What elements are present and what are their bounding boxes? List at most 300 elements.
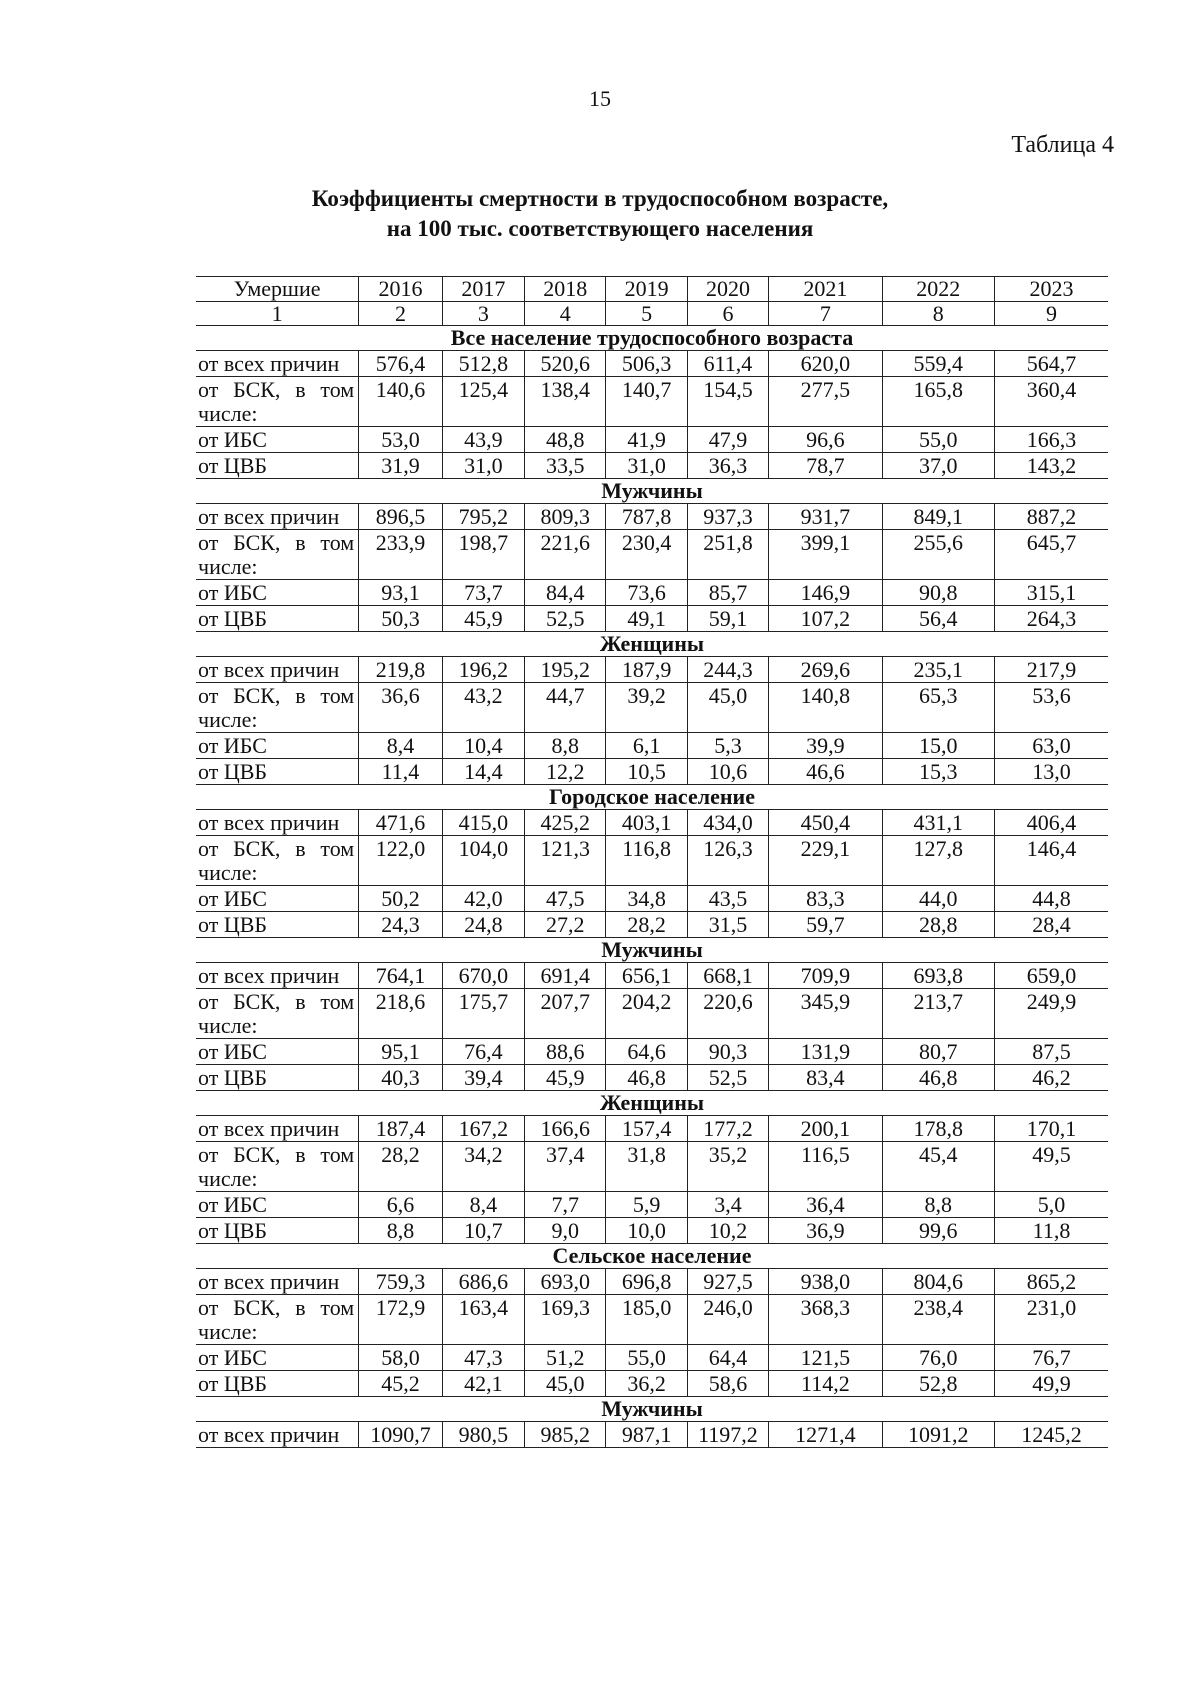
table-row xyxy=(196,1295,1108,1345)
table-row xyxy=(196,453,1108,479)
data-cell: 204,2 xyxy=(606,989,687,1039)
data-cell: 450,4 xyxy=(769,810,882,836)
table-title-line-2: на 100 тыс. соответствующего населения xyxy=(386,216,814,241)
data-cell: 49,5 xyxy=(994,1142,1108,1192)
data-cell: 1090,7 xyxy=(359,1422,442,1448)
data-cell: 167,2 xyxy=(442,1116,524,1142)
data-cell: 65,3 xyxy=(882,683,994,733)
data-cell: 709,9 xyxy=(769,963,882,989)
column-index: 3 xyxy=(442,302,524,326)
data-cell: 31,5 xyxy=(687,912,768,938)
page-number: 15 xyxy=(589,86,611,111)
data-cell: 7,7 xyxy=(525,1192,606,1218)
data-cell: 143,2 xyxy=(994,453,1108,479)
data-cell: 45,0 xyxy=(687,683,768,733)
data-cell: 13,0 xyxy=(994,759,1108,785)
data-cell: 506,3 xyxy=(606,351,687,377)
table-row xyxy=(196,1192,1108,1218)
data-cell: 360,4 xyxy=(994,377,1108,427)
data-cell: 154,5 xyxy=(687,377,768,427)
data-cell: 46,6 xyxy=(769,759,882,785)
data-cell: 849,1 xyxy=(882,504,994,530)
data-cell: 76,4 xyxy=(442,1039,524,1065)
row-label: от ЦВБ xyxy=(196,606,359,632)
data-cell: 11,4 xyxy=(359,759,442,785)
data-cell: 187,9 xyxy=(606,657,687,683)
data-cell: 198,7 xyxy=(442,530,524,580)
data-cell: 425,2 xyxy=(525,810,606,836)
data-cell: 121,3 xyxy=(525,836,606,886)
column-index: 1 xyxy=(196,302,359,326)
data-cell: 42,0 xyxy=(442,886,524,912)
data-cell: 10,7 xyxy=(442,1218,524,1244)
data-cell: 166,3 xyxy=(994,427,1108,453)
data-cell: 213,7 xyxy=(882,989,994,1039)
data-cell: 31,0 xyxy=(442,453,524,479)
section-title: Сельское население xyxy=(196,1244,1108,1269)
table-title-line-1: Коэффициенты смертности в трудоспособном возрасте, xyxy=(311,186,889,211)
data-cell: 131,9 xyxy=(769,1039,882,1065)
row-label: от БСК, в том числе: xyxy=(196,989,359,1039)
data-cell: 434,0 xyxy=(687,810,768,836)
data-cell: 1091,2 xyxy=(882,1422,994,1448)
data-cell: 39,4 xyxy=(442,1065,524,1091)
data-cell: 8,4 xyxy=(442,1192,524,1218)
data-cell: 471,6 xyxy=(359,810,442,836)
data-cell: 31,0 xyxy=(606,453,687,479)
row-label: от БСК, в том числе: xyxy=(196,1142,359,1192)
data-cell: 170,1 xyxy=(994,1116,1108,1142)
data-cell: 927,5 xyxy=(687,1269,768,1295)
data-cell: 96,6 xyxy=(769,427,882,453)
data-cell: 1197,2 xyxy=(687,1422,768,1448)
table-row xyxy=(196,912,1108,938)
data-cell: 45,4 xyxy=(882,1142,994,1192)
data-cell: 809,3 xyxy=(525,504,606,530)
data-cell: 3,4 xyxy=(687,1192,768,1218)
data-cell: 764,1 xyxy=(359,963,442,989)
data-cell: 6,1 xyxy=(606,733,687,759)
data-cell: 34,2 xyxy=(442,1142,524,1192)
data-cell: 6,6 xyxy=(359,1192,442,1218)
data-cell: 559,4 xyxy=(882,351,994,377)
data-cell: 269,6 xyxy=(769,657,882,683)
data-cell: 693,8 xyxy=(882,963,994,989)
data-cell: 36,2 xyxy=(606,1371,687,1397)
data-cell: 668,1 xyxy=(687,963,768,989)
section-header-row xyxy=(196,479,1108,504)
table-row xyxy=(196,963,1108,989)
data-cell: 229,1 xyxy=(769,836,882,886)
data-cell: 43,2 xyxy=(442,683,524,733)
column-index: 9 xyxy=(994,302,1108,326)
data-cell: 116,5 xyxy=(769,1142,882,1192)
data-cell: 175,7 xyxy=(442,989,524,1039)
data-cell: 195,2 xyxy=(525,657,606,683)
data-cell: 53,6 xyxy=(994,683,1108,733)
data-cell: 220,6 xyxy=(687,989,768,1039)
data-cell: 47,3 xyxy=(442,1345,524,1371)
row-label: от ИБС xyxy=(196,1039,359,1065)
table-row xyxy=(196,377,1108,427)
data-cell: 44,0 xyxy=(882,886,994,912)
data-cell: 140,7 xyxy=(606,377,687,427)
data-cell: 980,5 xyxy=(442,1422,524,1448)
section-header-row xyxy=(196,785,1108,810)
data-cell: 620,0 xyxy=(769,351,882,377)
data-cell: 41,9 xyxy=(606,427,687,453)
data-cell: 55,0 xyxy=(606,1345,687,1371)
data-cell: 8,8 xyxy=(525,733,606,759)
data-cell: 937,3 xyxy=(687,504,768,530)
data-cell: 5,9 xyxy=(606,1192,687,1218)
row-label: от ИБС xyxy=(196,733,359,759)
data-cell: 55,0 xyxy=(882,427,994,453)
data-cell: 10,4 xyxy=(442,733,524,759)
table-row xyxy=(196,1345,1108,1371)
column-header-year: 2023 xyxy=(994,277,1108,302)
data-cell: 39,2 xyxy=(606,683,687,733)
data-cell: 10,0 xyxy=(606,1218,687,1244)
data-cell: 140,8 xyxy=(769,683,882,733)
data-cell: 43,5 xyxy=(687,886,768,912)
data-cell: 46,8 xyxy=(606,1065,687,1091)
data-cell: 49,9 xyxy=(994,1371,1108,1397)
data-cell: 43,9 xyxy=(442,427,524,453)
data-cell: 5,3 xyxy=(687,733,768,759)
section-title: Мужчины xyxy=(196,479,1108,504)
data-cell: 78,7 xyxy=(769,453,882,479)
row-label: от ЦВБ xyxy=(196,1371,359,1397)
data-cell: 177,2 xyxy=(687,1116,768,1142)
data-cell: 8,8 xyxy=(359,1218,442,1244)
data-cell: 45,0 xyxy=(525,1371,606,1397)
data-cell: 58,0 xyxy=(359,1345,442,1371)
data-cell: 73,6 xyxy=(606,580,687,606)
data-cell: 165,8 xyxy=(882,377,994,427)
table-row xyxy=(196,989,1108,1039)
data-cell: 157,4 xyxy=(606,1116,687,1142)
data-cell: 576,4 xyxy=(359,351,442,377)
row-label: от всех причин xyxy=(196,1422,359,1448)
column-header-year: 2017 xyxy=(442,277,524,302)
row-label: от БСК, в том числе: xyxy=(196,530,359,580)
data-cell: 36,6 xyxy=(359,683,442,733)
table-row xyxy=(196,683,1108,733)
table-row xyxy=(196,1422,1108,1448)
data-cell: 44,7 xyxy=(525,683,606,733)
data-cell: 693,0 xyxy=(525,1269,606,1295)
data-cell: 49,1 xyxy=(606,606,687,632)
table-row xyxy=(196,759,1108,785)
data-cell: 45,2 xyxy=(359,1371,442,1397)
row-label: от всех причин xyxy=(196,1116,359,1142)
table-row xyxy=(196,1142,1108,1192)
row-label: от БСК, в том числе: xyxy=(196,377,359,427)
data-cell: 52,5 xyxy=(687,1065,768,1091)
data-cell: 196,2 xyxy=(442,657,524,683)
column-index: 4 xyxy=(525,302,606,326)
data-cell: 231,0 xyxy=(994,1295,1108,1345)
data-cell: 221,6 xyxy=(525,530,606,580)
data-cell: 10,5 xyxy=(606,759,687,785)
table-row xyxy=(196,606,1108,632)
data-cell: 83,3 xyxy=(769,886,882,912)
data-cell: 406,4 xyxy=(994,810,1108,836)
data-cell: 345,9 xyxy=(769,989,882,1039)
data-cell: 53,0 xyxy=(359,427,442,453)
data-cell: 45,9 xyxy=(525,1065,606,1091)
data-cell: 64,4 xyxy=(687,1345,768,1371)
data-cell: 233,9 xyxy=(359,530,442,580)
table-row xyxy=(196,1371,1108,1397)
table-row xyxy=(196,733,1108,759)
data-cell: 691,4 xyxy=(525,963,606,989)
column-header-year: 2016 xyxy=(359,277,442,302)
column-index: 2 xyxy=(359,302,442,326)
data-cell: 931,7 xyxy=(769,504,882,530)
table-row xyxy=(196,657,1108,683)
row-label: от всех причин xyxy=(196,504,359,530)
section-header-row xyxy=(196,1091,1108,1116)
data-cell: 218,6 xyxy=(359,989,442,1039)
data-cell: 107,2 xyxy=(769,606,882,632)
data-cell: 138,4 xyxy=(525,377,606,427)
table-row xyxy=(196,1218,1108,1244)
data-cell: 264,3 xyxy=(994,606,1108,632)
data-cell: 73,7 xyxy=(442,580,524,606)
data-cell: 35,2 xyxy=(687,1142,768,1192)
data-cell: 87,5 xyxy=(994,1039,1108,1065)
data-cell: 1245,2 xyxy=(994,1422,1108,1448)
data-cell: 11,8 xyxy=(994,1218,1108,1244)
data-cell: 938,0 xyxy=(769,1269,882,1295)
data-cell: 166,6 xyxy=(525,1116,606,1142)
column-index: 5 xyxy=(606,302,687,326)
data-cell: 50,2 xyxy=(359,886,442,912)
data-cell: 51,2 xyxy=(525,1345,606,1371)
table-label: Таблица 4 xyxy=(1011,132,1114,158)
data-cell: 10,6 xyxy=(687,759,768,785)
table-row xyxy=(196,1269,1108,1295)
row-label: от всех причин xyxy=(196,657,359,683)
table-row xyxy=(196,1116,1108,1142)
data-cell: 45,9 xyxy=(442,606,524,632)
data-cell: 178,8 xyxy=(882,1116,994,1142)
section-title: Все население трудоспособного возраста xyxy=(196,326,1108,351)
column-header-year: 2021 xyxy=(769,277,882,302)
data-cell: 315,1 xyxy=(994,580,1108,606)
data-cell: 36,3 xyxy=(687,453,768,479)
data-cell: 10,2 xyxy=(687,1218,768,1244)
table-title xyxy=(0,184,1200,244)
data-cell: 42,1 xyxy=(442,1371,524,1397)
data-cell: 399,1 xyxy=(769,530,882,580)
section-header-row xyxy=(196,938,1108,963)
column-index: 8 xyxy=(882,302,994,326)
data-cell: 403,1 xyxy=(606,810,687,836)
section-header-row xyxy=(196,1397,1108,1422)
data-cell: 12,2 xyxy=(525,759,606,785)
data-cell: 146,9 xyxy=(769,580,882,606)
data-cell: 28,2 xyxy=(606,912,687,938)
data-cell: 200,1 xyxy=(769,1116,882,1142)
column-header-year: 2018 xyxy=(525,277,606,302)
data-cell: 24,3 xyxy=(359,912,442,938)
data-cell: 64,6 xyxy=(606,1039,687,1065)
table-row xyxy=(196,427,1108,453)
data-cell: 95,1 xyxy=(359,1039,442,1065)
data-cell: 368,3 xyxy=(769,1295,882,1345)
table-row xyxy=(196,351,1108,377)
data-cell: 235,1 xyxy=(882,657,994,683)
data-cell: 172,9 xyxy=(359,1295,442,1345)
data-cell: 90,3 xyxy=(687,1039,768,1065)
data-cell: 564,7 xyxy=(994,351,1108,377)
row-label: от БСК, в том числе: xyxy=(196,683,359,733)
data-cell: 520,6 xyxy=(525,351,606,377)
data-cell: 59,7 xyxy=(769,912,882,938)
data-cell: 36,9 xyxy=(769,1218,882,1244)
data-cell: 52,8 xyxy=(882,1371,994,1397)
data-cell: 31,9 xyxy=(359,453,442,479)
data-cell: 31,8 xyxy=(606,1142,687,1192)
column-index: 7 xyxy=(769,302,882,326)
data-cell: 8,8 xyxy=(882,1192,994,1218)
column-header-year: 2022 xyxy=(882,277,994,302)
data-cell: 122,0 xyxy=(359,836,442,886)
data-cell: 15,0 xyxy=(882,733,994,759)
data-cell: 27,2 xyxy=(525,912,606,938)
data-cell: 84,4 xyxy=(525,580,606,606)
column-index-row xyxy=(196,302,1108,326)
data-cell: 431,1 xyxy=(882,810,994,836)
data-cell: 207,7 xyxy=(525,989,606,1039)
data-cell: 985,2 xyxy=(525,1422,606,1448)
row-label: от всех причин xyxy=(196,963,359,989)
data-cell: 47,9 xyxy=(687,427,768,453)
data-cell: 611,4 xyxy=(687,351,768,377)
data-cell: 795,2 xyxy=(442,504,524,530)
data-cell: 230,4 xyxy=(606,530,687,580)
row-label: от ИБС xyxy=(196,580,359,606)
data-cell: 37,4 xyxy=(525,1142,606,1192)
data-cell: 8,4 xyxy=(359,733,442,759)
data-cell: 219,8 xyxy=(359,657,442,683)
row-label: от всех причин xyxy=(196,1269,359,1295)
data-cell: 244,3 xyxy=(687,657,768,683)
data-cell: 140,6 xyxy=(359,377,442,427)
data-cell: 659,0 xyxy=(994,963,1108,989)
data-cell: 1271,4 xyxy=(769,1422,882,1448)
row-label: от ЦВБ xyxy=(196,759,359,785)
header-row xyxy=(196,277,1108,302)
data-cell: 58,6 xyxy=(687,1371,768,1397)
data-cell: 50,3 xyxy=(359,606,442,632)
row-label: от всех причин xyxy=(196,810,359,836)
data-cell: 48,8 xyxy=(525,427,606,453)
section-title: Мужчины xyxy=(196,1397,1108,1422)
data-cell: 512,8 xyxy=(442,351,524,377)
table-row xyxy=(196,530,1108,580)
data-cell: 238,4 xyxy=(882,1295,994,1345)
data-cell: 46,8 xyxy=(882,1065,994,1091)
section-header-row xyxy=(196,632,1108,657)
data-cell: 33,5 xyxy=(525,453,606,479)
data-cell: 93,1 xyxy=(359,580,442,606)
data-cell: 28,2 xyxy=(359,1142,442,1192)
table-row xyxy=(196,504,1108,530)
data-cell: 865,2 xyxy=(994,1269,1108,1295)
data-cell: 896,5 xyxy=(359,504,442,530)
data-cell: 217,9 xyxy=(994,657,1108,683)
data-cell: 415,0 xyxy=(442,810,524,836)
data-cell: 47,5 xyxy=(525,886,606,912)
mortality-table xyxy=(196,276,1108,1448)
data-cell: 76,0 xyxy=(882,1345,994,1371)
data-cell: 15,3 xyxy=(882,759,994,785)
row-label: от ЦВБ xyxy=(196,1065,359,1091)
data-cell: 887,2 xyxy=(994,504,1108,530)
data-cell: 686,6 xyxy=(442,1269,524,1295)
section-header-row xyxy=(196,326,1108,351)
table-row xyxy=(196,1065,1108,1091)
data-cell: 80,7 xyxy=(882,1039,994,1065)
data-cell: 83,4 xyxy=(769,1065,882,1091)
data-cell: 125,4 xyxy=(442,377,524,427)
column-index: 6 xyxy=(687,302,768,326)
column-header-year: 2020 xyxy=(687,277,768,302)
row-label: от ИБС xyxy=(196,1345,359,1371)
data-cell: 169,3 xyxy=(525,1295,606,1345)
data-cell: 804,6 xyxy=(882,1269,994,1295)
data-cell: 104,0 xyxy=(442,836,524,886)
row-label: от ЦВБ xyxy=(196,912,359,938)
data-cell: 28,4 xyxy=(994,912,1108,938)
data-cell: 39,9 xyxy=(769,733,882,759)
data-cell: 670,0 xyxy=(442,963,524,989)
row-label: от БСК, в том числе: xyxy=(196,1295,359,1345)
data-cell: 787,8 xyxy=(606,504,687,530)
data-cell: 127,8 xyxy=(882,836,994,886)
data-cell: 88,6 xyxy=(525,1039,606,1065)
data-cell: 121,5 xyxy=(769,1345,882,1371)
data-cell: 24,8 xyxy=(442,912,524,938)
section-title: Мужчины xyxy=(196,938,1108,963)
data-cell: 185,0 xyxy=(606,1295,687,1345)
row-label: от всех причин xyxy=(196,351,359,377)
data-cell: 90,8 xyxy=(882,580,994,606)
data-cell: 52,5 xyxy=(525,606,606,632)
section-title: Городское население xyxy=(196,785,1108,810)
table-row xyxy=(196,580,1108,606)
data-cell: 5,0 xyxy=(994,1192,1108,1218)
data-cell: 99,6 xyxy=(882,1218,994,1244)
data-cell: 56,4 xyxy=(882,606,994,632)
data-cell: 37,0 xyxy=(882,453,994,479)
data-cell: 249,9 xyxy=(994,989,1108,1039)
data-cell: 116,8 xyxy=(606,836,687,886)
data-cell: 63,0 xyxy=(994,733,1108,759)
column-header-year: 2019 xyxy=(606,277,687,302)
data-cell: 85,7 xyxy=(687,580,768,606)
data-cell: 696,8 xyxy=(606,1269,687,1295)
data-cell: 28,8 xyxy=(882,912,994,938)
section-title: Женщины xyxy=(196,1091,1108,1116)
row-label: от ИБС xyxy=(196,427,359,453)
data-cell: 146,4 xyxy=(994,836,1108,886)
data-cell: 163,4 xyxy=(442,1295,524,1345)
